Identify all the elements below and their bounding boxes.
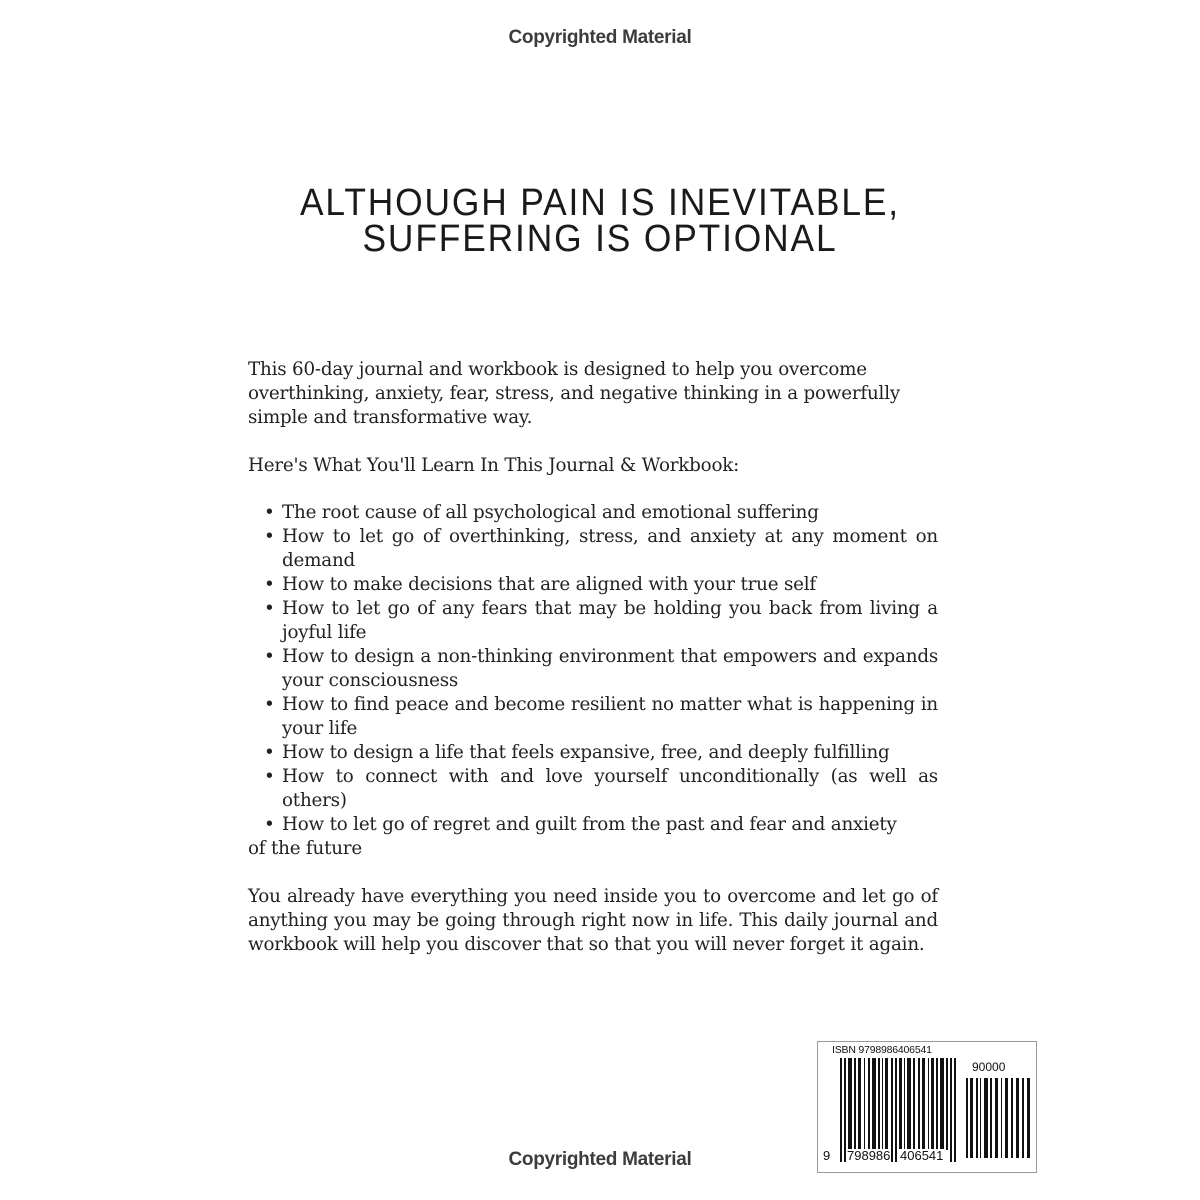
list-item: • How to let go of overthinking, stress, and anxiety at any moment on demand	[264, 526, 938, 571]
list-item: • The root cause of all psychological and emotional suffering	[264, 502, 819, 523]
price-addon-label: 90000	[972, 1060, 1006, 1074]
bullet-icon: •	[264, 646, 275, 667]
bullet-icon: •	[264, 502, 275, 523]
bullet-icon: •	[264, 598, 275, 619]
bullet-icon: •	[264, 574, 275, 595]
bullet-icon: •	[264, 694, 275, 715]
closing-paragraph: You already have everything you need inside you to overcome and let go of anything you may be going through right now in life. This daily journal and workbook will help you discover that so that you will never forget it again.	[248, 886, 938, 955]
learning-points-list	[248, 501, 938, 861]
copyright-watermark-top: Copyrighted Material	[508, 27, 692, 48]
barcode-bars-icon	[840, 1058, 956, 1162]
headline	[228, 182, 972, 260]
list-item: • How to design a life that feels expansive, free, and deeply fulfilling	[264, 742, 890, 763]
list-item: • How to let go of any fears that may be holding you back from living a joyful life	[264, 598, 938, 643]
bullet-icon: •	[264, 742, 275, 763]
headline-line-2: SUFFERING IS OPTIONAL	[362, 218, 838, 260]
headline-line-1: ALTHOUGH PAIN IS INEVITABLE,	[300, 182, 900, 224]
barcode-digit-lead: 9	[823, 1148, 831, 1163]
list-item: • How to find peace and become resilient no matter what is happening in your life	[264, 694, 938, 739]
addon-barcode-bars-icon	[966, 1078, 1030, 1158]
copyright-watermark-bottom: Copyrighted Material	[508, 1149, 692, 1170]
list-item: • How to design a non-thinking environment that empowers and expands your consciousness	[264, 646, 938, 691]
intro-paragraph: This 60-day journal and workbook is designed to help you overcome overthinking, anxiety, fear, stress, and negative thinking in a powerfully simple and transformative way.	[248, 359, 900, 428]
barcode-digits-right: 406541	[900, 1148, 944, 1163]
list-item: • How to make decisions that are aligned with your true self	[264, 574, 816, 595]
list-item: • How to connect with and love yourself unconditionally (as well as others)	[264, 766, 938, 811]
isbn-label: ISBN 9798986406541	[832, 1044, 932, 1056]
list-item: • How to let go of regret and guilt from the past and fear and anxiety of the future	[248, 814, 897, 859]
bullet-icon: •	[264, 766, 275, 787]
learn-heading: Here's What You'll Learn In This Journal & Workbook:	[248, 455, 740, 476]
bullet-icon: •	[264, 814, 275, 835]
bullet-icon: •	[264, 526, 275, 547]
barcode-digits-left: 798986	[847, 1148, 891, 1163]
